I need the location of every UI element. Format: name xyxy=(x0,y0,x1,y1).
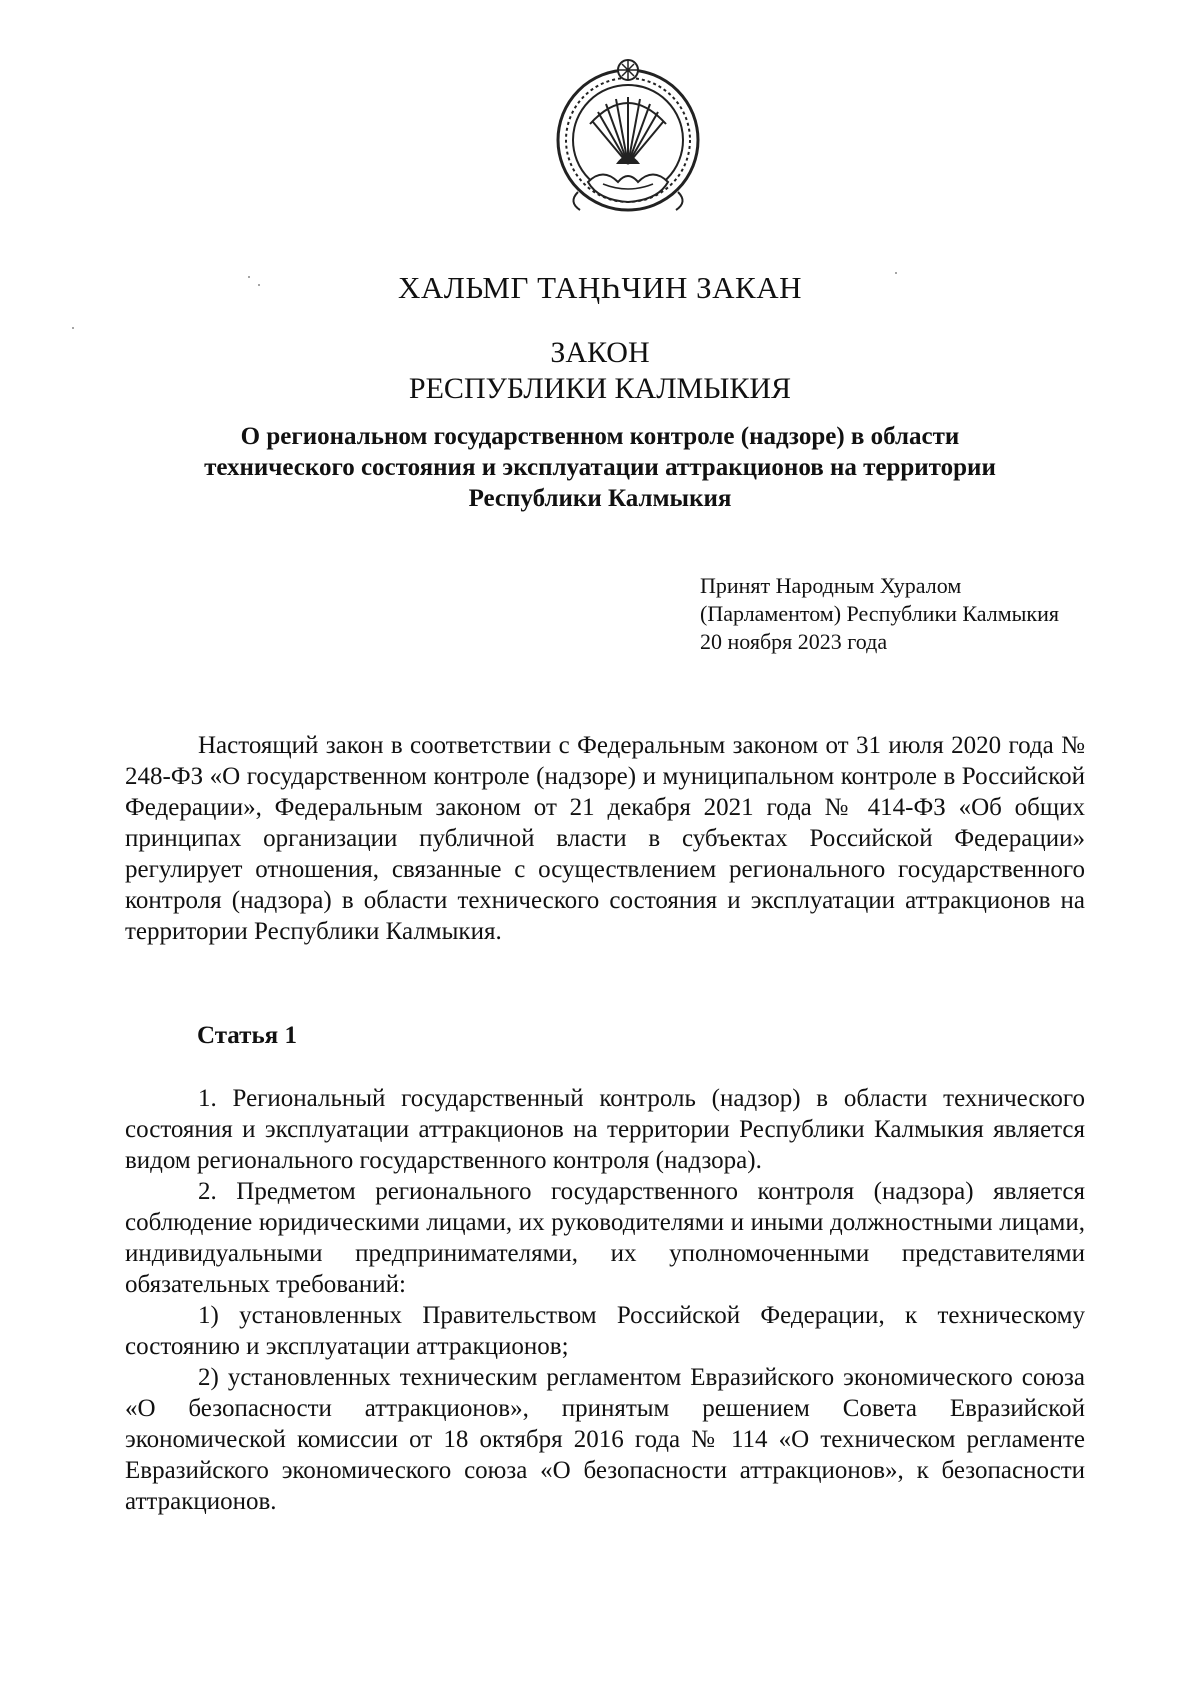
scan-speck xyxy=(248,276,250,278)
article-1-item-2: 2) установленных техническим регламентом Евразийского экономического союза «О безопасности аттракционов», принятым решением Совета Евразийской экономической комиссии от 18 октября 2016 года № 114 «О техническом регламенте Евразийского экономического союза «О безопасности аттракционов», к безопасности аттракционов. xyxy=(125,1364,1085,1515)
preamble xyxy=(125,730,1085,947)
scan-speck xyxy=(895,272,897,274)
adoption-line-2: (Парламентом) Республики Калмыкия xyxy=(700,601,1060,626)
adoption-line-1: Принят Народным Хуралом xyxy=(700,573,962,598)
article-1-paragraph-2: 2. Предметом регионального государственного контроля (надзора) является соблюдение юридическими лицами, их руководителями и иными должностными лицами, индивидуальными предпринимателями, их уполномоченными представителями обязательных требований: xyxy=(125,1178,1085,1298)
law-subject xyxy=(0,421,1200,514)
preamble-paragraph: Настоящий закон в соответствии с Федеральным законом от 31 июля 2020 года № 248-ФЗ «О государственном контроле (надзоре) и муниципальном контроле в Российской Федерации», Федеральным законом от 21 декабря 2021 года № 414-ФЗ «Об общих принципах организации публичной власти в субъектах Российской Федерации» регулирует отношения, связанные с осуществлением регионального государственного контроля (надзора) в области технического состояния и эксплуатации аттракционов на территории Республики Калмыкия. xyxy=(125,732,1085,945)
law-subject-line-3: Республики Калмыкия xyxy=(468,485,732,512)
law-subject-line-1: О региональном государственном контроле (надзоре) в области xyxy=(240,423,960,450)
law-title xyxy=(0,335,1200,407)
article-1-paragraph-1: 1. Региональный государственный контроль (надзор) в области технического состояния и эксплуатации аттракционов на территории Республики Калмыкия является видом регионального государственного контроля (надзора). xyxy=(125,1085,1085,1174)
law-title-line-2: РЕСПУБЛИКИ КАЛМЫКИЯ xyxy=(408,372,792,405)
scan-speck xyxy=(72,327,74,329)
scan-speck xyxy=(258,284,260,286)
title-kalmyk: ХАЛЬМГ ТАҢҺЧИН ЗАКАН xyxy=(398,270,802,305)
law-title-line-1: ЗАКОН xyxy=(550,336,650,369)
adoption-note xyxy=(700,572,1059,656)
article-1-heading: Статья 1 xyxy=(197,1022,297,1049)
article-1-body xyxy=(125,1083,1085,1517)
law-subject-line-2: технического состояния и эксплуатации аттракционов на территории xyxy=(204,454,996,481)
kalmykia-emblem-icon xyxy=(548,52,708,222)
article-1-item-1: 1) установленных Правительством Российской Федерации, к техническому состоянию и эксплуатации аттракционов; xyxy=(125,1302,1085,1360)
adoption-date: 20 ноября 2023 года xyxy=(700,629,888,654)
